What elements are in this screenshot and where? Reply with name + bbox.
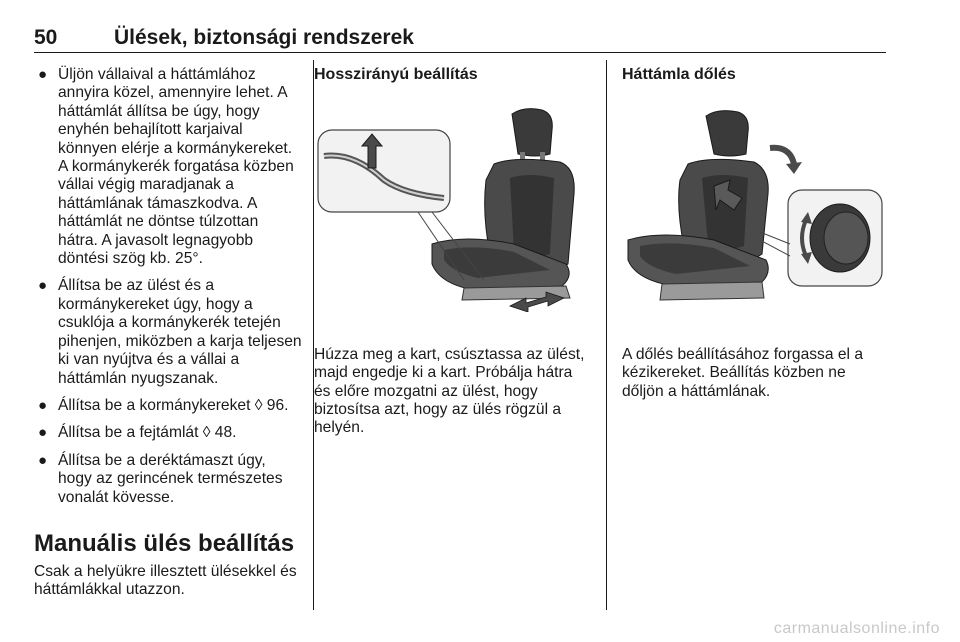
- body-text: Húzza meg a kart, csúsztassa az ülést, majd engedje ki a kart. Próbálja hátra és előre mozgatni az ülést, hogy biztosítsa azt, hogy az ülés rögzül a helyén.: [314, 345, 585, 437]
- page-number: 50: [34, 26, 58, 49]
- seat-longitudinal-adjustment-illustration-icon: [314, 94, 592, 312]
- bullet-icon: ●: [38, 424, 48, 442]
- bullet-icon: ●: [38, 451, 48, 469]
- body-text: A dőlés beállításához forgassa el a kézikereket. Beállítás közben ne dőljön a háttámlának.: [622, 345, 863, 400]
- watermark: carmanualsonline.info: [773, 620, 940, 637]
- list-item: ● Üljön vállaival a háttámlához annyira közel, amennyire lehet. A háttámlát állítsa be úgy, hogy enyhén behajlított karjaival könnyen elérje a kormánykereket. A kormánykerék forgatása közben vállai végig maradjanak a háttámlának támaszkodva. A háttámlát ne döntse túlzottan hátra. A javasolt legnagyobb döntési szög kb. 25°.: [38, 66, 294, 268]
- list-item: ● Állítsa be az ülést és a kormánykereket úgy, hogy a csuklója a kormánykerék tetején pihenjen, miközben a karja teljesen ki van nyújtva és a vállai a háttámlán nyugszanak.: [38, 277, 302, 387]
- list-item: ● Állítsa be a kormánykereket ◊ 96.: [38, 396, 289, 414]
- subsection-title: Háttámla dőlés: [622, 66, 736, 83]
- chapter-title: Ülések, biztonsági rendszerek: [114, 26, 414, 49]
- bullet-icon: ●: [38, 66, 48, 83]
- page-header: [34, 24, 886, 53]
- bullet-icon: ●: [38, 396, 48, 414]
- list-item: ● Állítsa be a fejtámlát ◊ 48.: [38, 424, 237, 442]
- subsection-title: Hosszirányú beállítás: [314, 66, 478, 83]
- right-column: [622, 66, 886, 401]
- instruction-list: [34, 66, 302, 507]
- seat-backrest-recline-illustration-icon: [622, 94, 886, 312]
- section-text: Csak a helyükre illesztett ülésekkel és háttámlákkal utazzon.: [34, 562, 297, 599]
- middle-column: [314, 66, 592, 438]
- list-item: ● Állítsa be a deréktámaszt úgy, hogy az gerincének természetes vonalát kövesse.: [38, 451, 283, 506]
- section-title: Manuális ülés beállítás: [34, 529, 295, 557]
- left-column: [34, 66, 302, 600]
- bullet-icon: ●: [38, 277, 48, 295]
- column-divider: [606, 60, 607, 610]
